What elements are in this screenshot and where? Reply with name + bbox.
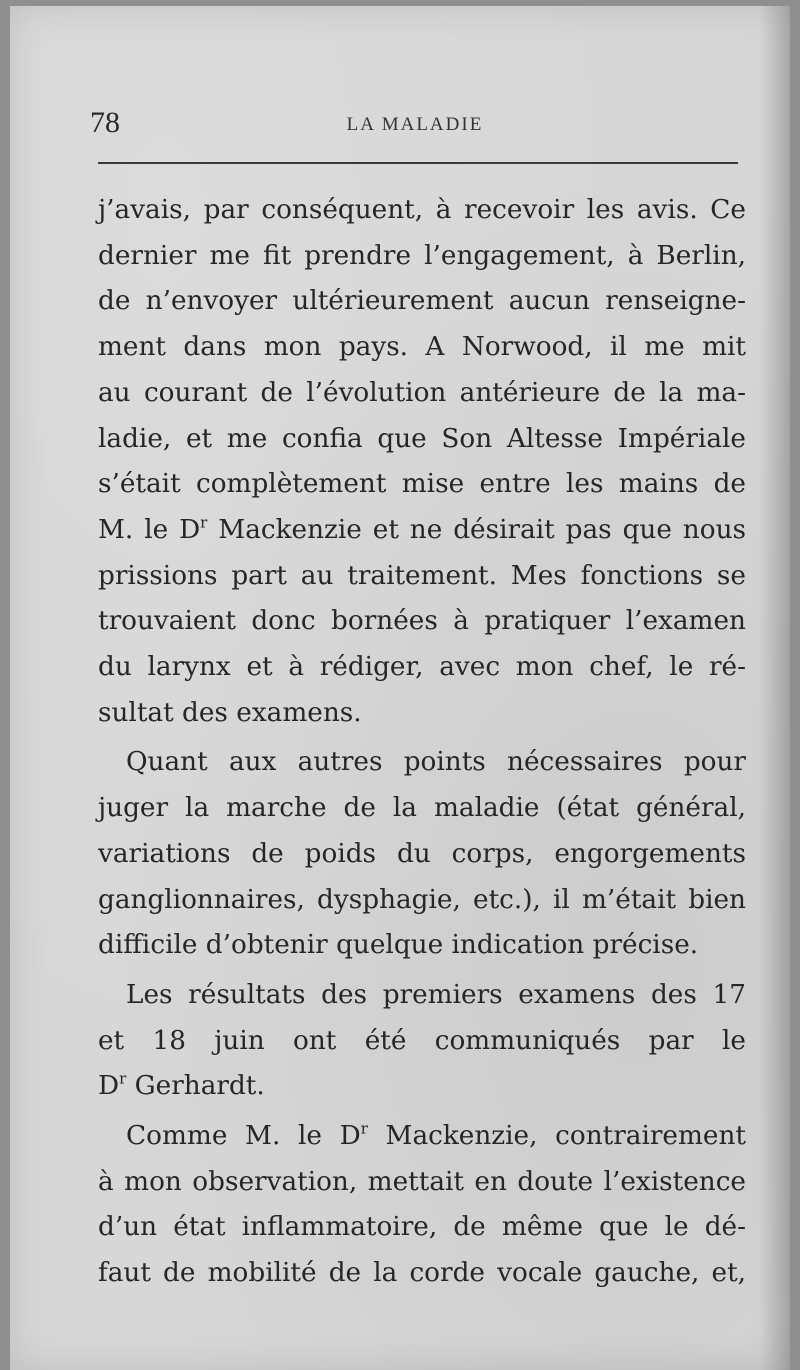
text-fragment: Mackenzie, contrairement [385,1121,746,1152]
text-line: Les résultats des premiers examens des 17 [126,979,746,1010]
text-line: dernier me fit prendre l’engagement, à Berlin, [98,240,746,271]
text-line: d’un état inflammatoire, de même que le dé- [98,1212,746,1243]
text-line: du larynx et à rédiger, avec mon chef, le ré- [98,652,746,683]
text-fragment: Gerhardt. [134,1071,265,1102]
book-page [10,6,790,1370]
running-title: LA MALADIE [346,114,484,135]
text-fragment: Mackenzie et ne désirait pas que nous [218,514,747,545]
text-line: s’était complètement mise entre les mains de [98,469,746,500]
text-fragment: D [98,1071,120,1102]
text-line: faut de mobilité de la corde vocale gauche, et, [98,1258,746,1289]
body-text [98,188,746,1297]
text-line [98,1114,746,1160]
text-line: ment dans mon pays. A Norwood, il me mit [98,332,746,363]
superscript-r: r [119,1069,127,1088]
text-line: ganglionnaires, dysphagie, etc.), il m’était bien [98,884,746,915]
text-fragment: Comme M. le D [126,1121,361,1152]
header-rule [98,162,738,164]
text-line: variations de poids du corps, engorgements [98,838,746,869]
text-line: prissions part au traitement. Mes fonctions se [98,560,746,591]
superscript-r: r [360,1119,368,1138]
page-number: 78 [90,106,120,139]
text-line: ladie, et me confia que Son Altesse Impériale [98,423,746,454]
text-fragment: M. le D [98,514,201,545]
text-line: Quant aux autres points nécessaires pour [126,747,746,778]
text-line: difficile d’obtenir quelque indication précise. [98,930,699,961]
text-line: et 18 juin ont été communiqués par le [98,1025,746,1056]
text-line: à mon observation, mettait en doute l’existence [98,1166,746,1197]
text-line [98,508,746,554]
text-line: au courant de l’évolution antérieure de la ma- [98,377,746,408]
page-header [90,106,740,150]
text-line: trouvaient donc bornées à pratiquer l’examen [98,606,746,637]
text-line: de n’envoyer ultérieurement aucun renseigne- [98,286,746,317]
text-line: sultat des examens. [98,697,362,728]
superscript-r: r [200,513,208,532]
text-line: j’avais, par conséquent, à recevoir les avis. Ce [98,195,746,225]
text-line: juger la marche de la maladie (état général, [98,793,746,824]
text-line [98,1064,746,1110]
